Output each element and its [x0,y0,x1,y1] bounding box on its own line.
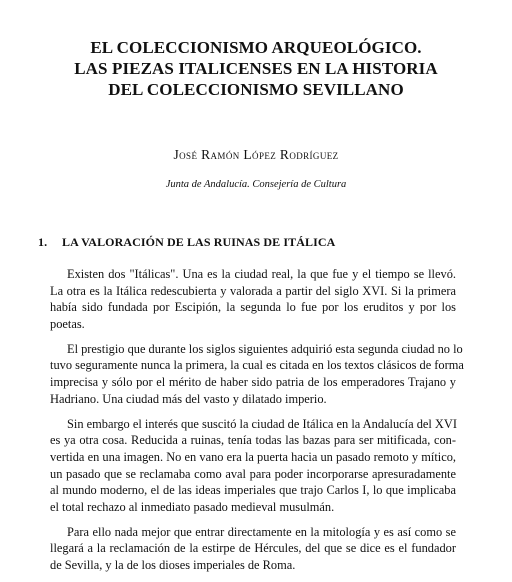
section-number: 1. [38,235,48,249]
text-line: imprecisa y sólo por el mérito de haber sido patria de los emperadores Trajano y [50,375,456,390]
section-title: LA VALORACIÓN DE LAS RUINAS DE ITÁLICA [62,235,336,249]
body-text [50,266,464,582]
text-line: Para ello nada mejor que entrar directamente en la mitología y es así como se [67,524,456,539]
text-line: al mundo moderno, el de las ideas imperiales que trajo Carlos I, lo que implicaba [50,483,456,498]
text-line: Sin embargo el interés que suscitó la ciudad de Itálica en la Andalucía del XVI [67,416,457,431]
paragraph [50,266,456,332]
title-line: DEL COLECCIONISMO SEVILLANO [108,80,404,99]
author-affiliation: Junta de Andalucía. Consejería de Cultura [165,179,347,190]
text-line: es ya otra cosa. Reducida a ruinas, tenía todas las bazas para ser mitificada, con- [50,433,456,448]
text-line: El prestigio que durante los siglos siguientes adquirió esta segunda ciudad no lo [67,341,463,356]
paragraph [50,524,456,574]
text-line: vertida en una imagen. No en vano era la puerta hacia un pasado remoto y mítico, [50,449,456,464]
author-name: José Ramón López Rodríguez [173,147,339,162]
paragraph [50,341,464,407]
section-heading [38,235,335,250]
text-line: tuvo seguramente nunca la primera, la cual es citada en los textos clásicos de forma [50,358,464,373]
text-line: Hadriano. Una ciudad más del vasto y dilatado imperio. [50,391,327,406]
paragraph [50,416,456,516]
text-line: de Sevilla, y la de los dioses imperiales de Roma. [50,558,296,572]
text-line: el total rechazo al inmediato pasado medieval musulmán. [50,499,335,514]
paper-title [0,37,512,100]
text-line: había sido fundada por Escipión, la segunda lo fue por los eruditos y por los [50,300,456,315]
title-line: LAS PIEZAS ITALICENSES EN LA HISTORIA [74,59,438,78]
text-line: La otra es la Itálica redescubierta y valorada a partir del siglo XVI. Si la primera [50,283,456,298]
text-line: llegará a la reclamación de la estirpe de Hércules, del que se dice es el fundador [50,541,456,556]
text-line: un pasado que se reclamaba como aval para poder incorporarse apresuradamente [50,466,456,481]
title-line: EL COLECCIONISMO ARQUEOLÓGICO. [90,38,422,57]
text-line: poetas. [50,316,85,331]
text-line: Existen dos "Itálicas". Una es la ciudad real, la que fue y el tiempo se llevó. [67,267,456,281]
